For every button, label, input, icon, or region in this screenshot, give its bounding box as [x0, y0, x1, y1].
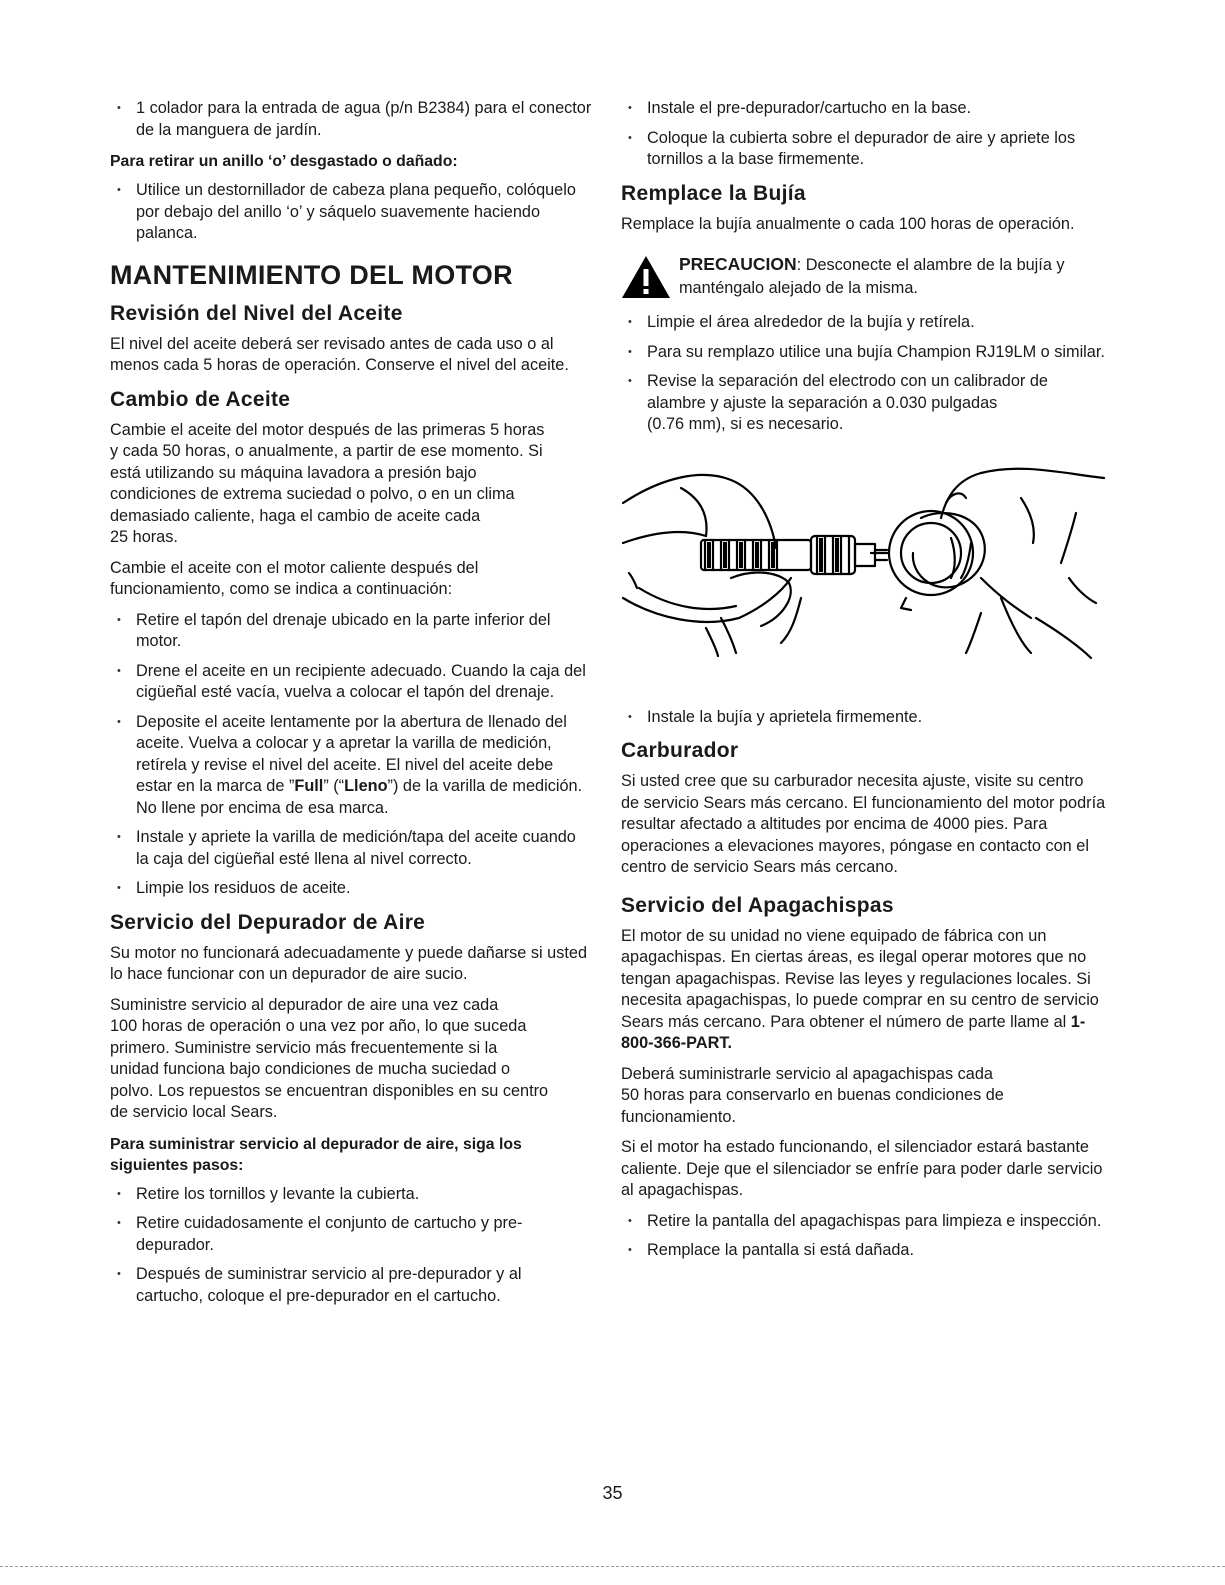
text-line: Suministre servicio al depurador de aire una vez cada — [110, 995, 499, 1014]
list-item: • Limpie los residuos de aceite. — [110, 878, 592, 900]
list-item: • Para su remplazo utilice una bujía Champion RJ19LM o similar. — [621, 342, 1106, 364]
full-mark: Full — [294, 777, 324, 795]
section-title-motor: MANTENIMIENTO DEL MOTOR — [110, 259, 513, 290]
spark-arrestor-paragraph-1 — [621, 926, 1106, 1055]
list-item: • Instale la bujía y aprietela firmemente. — [621, 707, 1106, 729]
list-item: • Drene el aceite en un recipiente adecuado. Cuando la caja del cigüeñal esté vacía, vuelva a colocar el tapón del drenaje. — [110, 661, 592, 704]
air-cleaner-paragraph-2 — [110, 995, 592, 1124]
heading-air-cleaner: Servicio del Depurador de Aire — [110, 910, 426, 934]
air-cleaner-steps-heading: Para suministrar servicio al depurador de aire, siga los siguientes pasos: — [110, 1135, 522, 1174]
oring-list — [110, 180, 592, 245]
list-item: • Retire el tapón del drenaje ubicado en la parte inferior del motor. — [110, 610, 592, 653]
warning-triangle-icon — [621, 255, 671, 299]
spark-plug-illustration — [621, 458, 1106, 680]
list-item: • Limpie el área alrededor de la bujía y retírela. — [621, 312, 1106, 334]
oil-change-paragraph-1 — [110, 420, 592, 549]
fill-text: ” (“ — [323, 777, 345, 795]
heading-spark-plug: Remplace la Bujía — [621, 181, 806, 205]
fill-text: ”) de la varilla de medición. No llene por encima de esa marca. — [136, 777, 583, 817]
spark-plug-text: Remplace la bujía anualmente o cada 100 horas de operación. — [621, 214, 1075, 233]
air-cleaner-steps-continued — [621, 98, 1106, 171]
text-line: 50 horas para conservarlo en buenas condiciones de — [621, 1086, 1004, 1104]
caution-notice — [621, 253, 1106, 300]
fill-text: Deposite el aceite lentamente por la abertura de llenado del aceite. Vuelva a colocar y a apretar la varilla de medición, retírela y revise el nivel del aceite. El nivel del aceite debe estar en la marca de ” — [136, 712, 567, 795]
oring-heading: Para retirar un anillo ‘o’ desgastado o dañado: — [110, 153, 458, 170]
text-line: 25 horas. — [110, 528, 178, 546]
oil-change-steps — [110, 610, 592, 900]
list-item: • Instale y apriete la varilla de medición/tapa del aceite cuando la caja del cigüeñal esté llena al nivel correcto. — [110, 827, 592, 870]
list-item: • Después de suministrar servicio al pre-depurador y al cartucho, coloque el pre-depurador en el cartucho. — [110, 1264, 592, 1307]
heading-oil-level: Revisión del Nivel del Aceite — [110, 301, 403, 325]
text-line: Cambie el aceite del motor después de las primeras 5 horas — [110, 420, 545, 439]
caution-label: PRECAUCION — [679, 254, 797, 274]
text-line: demasiado caliente, haga el cambio de aceite cada — [110, 506, 481, 525]
spark-arrestor-paragraph-3: Si el motor ha estado funcionando, el silenciador estará bastante caliente. Deje que el silenciador se enfríe para poder darle servicio al apagachispas. — [621, 1138, 1103, 1199]
bottom-divider — [0, 1566, 1225, 1567]
text-line: alambre y ajuste la separación a 0.030 pulgadas — [647, 393, 998, 412]
heading-oil-change: Cambio de Aceite — [110, 387, 291, 411]
spark-plug-steps — [621, 312, 1106, 436]
text-line: está utilizando su máquina lavadora a presión bajo — [110, 463, 477, 482]
oil-change-paragraph-2: Cambie el aceite con el motor caliente después del funcionamiento, como se indica a continuación: — [110, 558, 479, 598]
air-cleaner-paragraph-1: Su motor no funcionará adecuadamente y puede dañarse si usted lo hace funcionar con un depurador de aire sucio. — [110, 943, 587, 983]
page-number: 35 — [602, 1483, 623, 1503]
text-line: (0.76 mm), si es necesario. — [647, 415, 844, 433]
heading-carburetor: Carburador — [621, 739, 739, 762]
spark-arrestor-steps — [621, 1211, 1106, 1262]
carburetor-text: Si usted cree que su carburador necesita ajuste, visite su centro de servicio Sears más cercano. El funcionamiento del motor podría resultar afectado a altitudes por encima de 4000 pies. Para operaciones a elevaciones mayores, póngase en contacto con el centro de servicio Sears más cercano. — [621, 772, 1106, 876]
text-line: condiciones de extrema suciedad o polvo, o en un clima — [110, 485, 515, 503]
caution-text: : Desconecte el alambre de la bujía y manténgalo alejado de la misma. — [679, 256, 1065, 297]
text-line: polvo. Los repuestos se encuentran disponibles en su centro — [110, 1081, 549, 1100]
list-item — [621, 371, 1106, 436]
heading-spark-arrestor: Servicio del Apagachispas — [621, 893, 894, 917]
left-column — [110, 98, 592, 1315]
air-cleaner-steps — [110, 1184, 592, 1308]
list-item: • Coloque la cubierta sobre el depurador de aire y apriete los tornillos a la base firmemente. — [621, 128, 1106, 171]
install-step — [621, 707, 1106, 729]
spark-arrestor-text: El motor de su unidad no viene equipado de fábrica con un apagachispas. En ciertas áreas, es ilegal operar motores que no tengan apagachispas. Revise las leyes y regulaciones locales. Si necesita apagachispas, lo puede comprar en su centro de servicio Sears más cercano. Para obtener el número de parte llame al — [621, 926, 1099, 1031]
spark-arrestor-paragraph-2 — [621, 1064, 1106, 1129]
right-column — [621, 98, 1106, 1270]
list-item: • Retire la pantalla del apagachispas para limpieza e inspección. — [621, 1211, 1106, 1233]
phone-number: 1-800-366-PART. — [621, 1012, 1086, 1052]
list-item — [110, 712, 592, 820]
list-item: • Retire los tornillos y levante la cubierta. — [110, 1184, 592, 1206]
oil-level-text: El nivel del aceite deberá ser revisado antes de cada uso o al menos cada 5 horas de operación. Conserve el nivel del aceite. — [110, 334, 569, 374]
text-line: Deberá suministrarle servicio al apagachispas cada — [621, 1064, 993, 1083]
text-line: 100 horas de operación o una vez por año, lo que suceda — [110, 1017, 527, 1035]
text-line: de servicio local Sears. — [110, 1103, 278, 1121]
list-item: • Instale el pre-depurador/cartucho en la base. — [621, 98, 1106, 120]
text-line: unidad funciona bajo condiciones de mucha suciedad o — [110, 1060, 511, 1078]
list-item: • 1 colador para la entrada de agua (p/n B2384) para el conector de la manguera de jardín. — [110, 98, 592, 141]
list-item: • Retire cuidadosamente el conjunto de cartucho y pre-depurador. — [110, 1213, 592, 1256]
list-item: • Utilice un destornillador de cabeza plana pequeño, colóquelo por debajo del anillo ‘o’ y sáquelo suavemente haciendo palanca. — [110, 180, 592, 245]
accessory-list — [110, 98, 592, 141]
text-line: funcionamiento. — [621, 1107, 736, 1126]
list-item: • Remplace la pantalla si está dañada. — [621, 1240, 1106, 1262]
lleno-mark: Lleno — [344, 777, 388, 795]
text-line: y cada 50 horas, o anualmente, a partir de ese momento. Si — [110, 442, 543, 460]
text-line: primero. Suministre servicio más frecuentemente si la — [110, 1038, 498, 1057]
text-line: Revise la separación del electrodo con un calibrador de — [647, 372, 1048, 390]
